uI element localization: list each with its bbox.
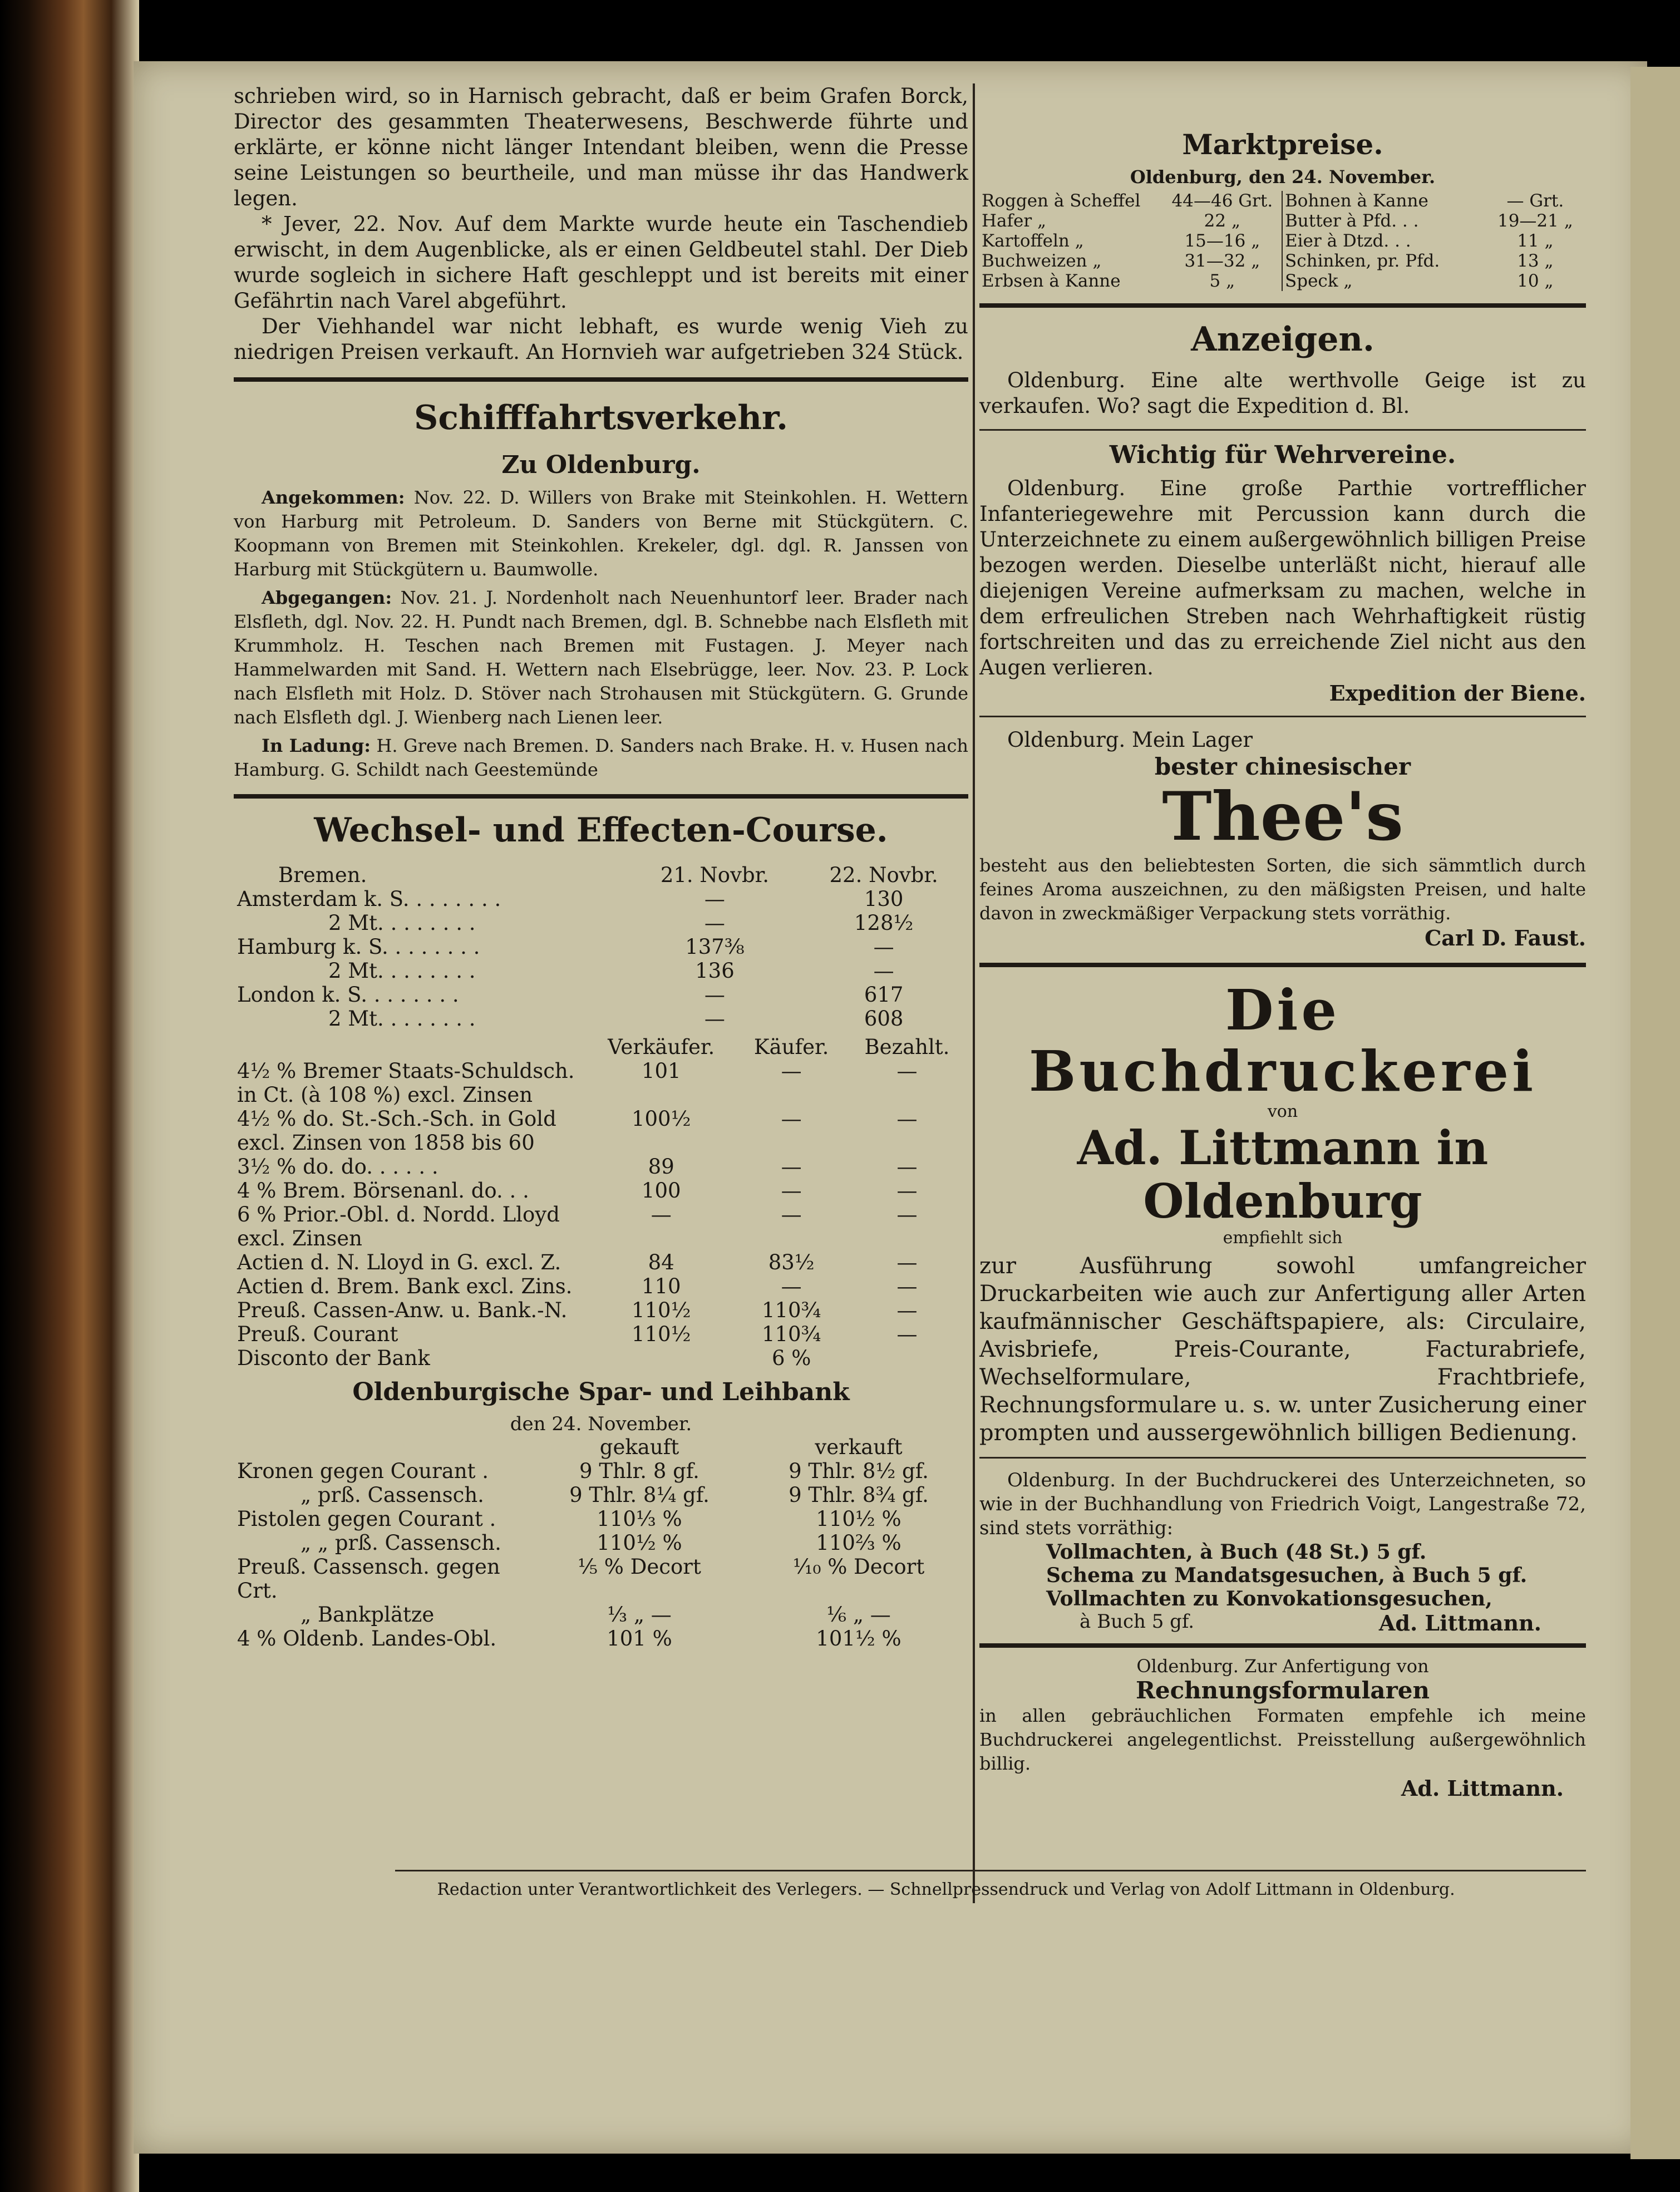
exchange-header bbox=[234, 863, 968, 887]
table-row bbox=[234, 1007, 968, 1031]
table-row bbox=[234, 935, 968, 959]
table-row bbox=[234, 1179, 968, 1203]
table-row bbox=[979, 231, 1282, 251]
table-cell: — bbox=[896, 1203, 918, 1226]
market-table-left bbox=[979, 191, 1283, 291]
arrived-text: Nov. 22. D. Willers von Brake mit Steinkohlen. H. Wettern von Harburg mit Petroleum. D. Sanders von Berne mit Stückgütern. C. Koopmann von Bremen mit Steinkohlen. Krekeler, dgl. dgl. R. Janssen von Harburg mit Stückgütern u. Baumwolle. bbox=[234, 487, 969, 580]
table-cell: verkauft bbox=[815, 1435, 903, 1459]
table-row bbox=[234, 887, 968, 911]
table-cell: — bbox=[781, 1203, 802, 1226]
table-row bbox=[979, 251, 1282, 271]
table-cell: 110½ bbox=[631, 1298, 691, 1322]
shipping-subtitle: Zu Oldenburg. bbox=[501, 451, 701, 479]
table-cell: — bbox=[873, 935, 894, 959]
vollmachten-signature: Ad. Littmann. bbox=[1378, 1610, 1541, 1636]
table-cell: 89 bbox=[648, 1155, 674, 1179]
table-cell: 137⅜ bbox=[685, 935, 745, 959]
arrived-label: Angekommen: bbox=[262, 487, 405, 508]
exchange-header-cell: 21. Novbr. bbox=[660, 863, 770, 887]
druckerei-von: von bbox=[1267, 1102, 1298, 1121]
next-page-edge bbox=[1630, 67, 1680, 2159]
table-row bbox=[1283, 231, 1586, 251]
exchange-header-cell: 22. Novbr. bbox=[829, 863, 938, 887]
table-cell: Pistolen gegen Courant . bbox=[237, 1507, 496, 1531]
table-cell bbox=[846, 1346, 968, 1370]
table-cell: Bezahlt. bbox=[864, 1035, 950, 1059]
intro-text: schrieben wird, so in Harnisch gebracht, daß er beim Grafen Borck, Director des gesammten Theaterwesens, Beschwerde führte und erklärte, er könne nicht länger Intendant bleiben, wenn die Presse seine Leistungen so beurtheile, und man müsse ihr das Handwerk legen. bbox=[234, 84, 968, 210]
table-row bbox=[234, 1155, 968, 1179]
market-title: Marktpreise. bbox=[1182, 128, 1383, 161]
exchange-table bbox=[234, 863, 968, 1031]
table-row bbox=[234, 1059, 968, 1107]
rechnung-title: Rechnungsformularen bbox=[1135, 1677, 1430, 1704]
wehr-text: Oldenburg. Eine große Parthie vortrefflicher Infanteriegewehre mit Percussion kann durch die Unterzeichnete zu einem außergewöhnlich billigen Preise bezogen werden. Dieselbe unterläßt nicht, hierauf alle diejenigen Vereine aufmerksam zu machen, welche in dem erfreulichen Streben nach Wehrhaftigkeit rüstig fortschreiten und das zu erreichende Ziel nicht aus den Augen verlieren. bbox=[979, 476, 1586, 679]
table-cell: ⅙ „ — bbox=[826, 1603, 891, 1627]
table-cell: 2 Mt. . . . . . . . bbox=[328, 959, 476, 983]
shipping-title: Schifffahrtsverkehr. bbox=[414, 398, 788, 437]
table-cell: 9 Thlr. 8 gf. bbox=[579, 1459, 699, 1483]
table-cell: ⅓ „ — bbox=[607, 1603, 672, 1627]
table-cell: 2 Mt. . . . . . . . bbox=[328, 911, 476, 935]
exchange-header-cell: Bremen. bbox=[278, 863, 367, 887]
table-row bbox=[234, 1531, 968, 1555]
table-cell: Bohnen à Kanne bbox=[1285, 191, 1428, 211]
vollmachten-item: Vollmachten zu Konvokationsgesuchen, bbox=[1046, 1587, 1492, 1610]
thee-signature: Carl D. Faust. bbox=[1425, 925, 1586, 950]
table-cell: 128½ bbox=[854, 911, 914, 935]
table-cell: 11 „ bbox=[1517, 231, 1554, 251]
table-cell: — bbox=[896, 1298, 918, 1322]
table-row bbox=[234, 1203, 968, 1250]
ads-title: Anzeigen. bbox=[1191, 320, 1374, 359]
table-cell: Käufer. bbox=[753, 1035, 829, 1059]
table-cell: „ „ prß. Cassensch. bbox=[300, 1531, 501, 1555]
book-binding bbox=[0, 0, 139, 2192]
table-cell: Actien d. Brem. Bank excl. Zins. bbox=[237, 1274, 573, 1298]
table-cell: — bbox=[873, 959, 894, 983]
table-cell: — bbox=[651, 1203, 672, 1226]
table-cell: Hafer „ bbox=[982, 211, 1047, 231]
table-cell: 110½ % bbox=[597, 1531, 682, 1555]
table-cell: Roggen à Scheffel bbox=[982, 191, 1141, 211]
bank-header bbox=[234, 1435, 968, 1459]
market-table-right bbox=[1283, 191, 1586, 291]
table-cell: 9 Thlr. 8½ gf. bbox=[789, 1459, 929, 1483]
druckerei-text: zur Ausführung sowohl umfangreicher Druckarbeiten wie auch zur Anfertigung aller Arten kaufmännischer Geschäftspapiere, als: Circulaire, Avisbriefe, Preis-Courante, Facturabriefe, Wechselformulare, Frachtbriefe, Rechnungsformulare u. s. w. unter Zusicherung einer prompten und aussergewöhnlich billigen Bedienung. bbox=[979, 1253, 1586, 1446]
table-cell: 3½ % do. do. . . . . . bbox=[237, 1155, 439, 1179]
table-row bbox=[979, 211, 1282, 231]
table-cell: Verkäufer. bbox=[608, 1035, 715, 1059]
table-cell: — bbox=[704, 1007, 725, 1031]
table-cell: 13 „ bbox=[1517, 251, 1554, 271]
table-cell: — bbox=[896, 1322, 918, 1346]
table-row bbox=[234, 911, 968, 935]
rechnung-text: in allen gebräuchlichen Formaten empfehle ich meine Buchdruckerei angelegentlichst. Preisstellung außergewöhnlich billig. bbox=[979, 1705, 1586, 1774]
table-cell: 22 „ bbox=[1204, 211, 1241, 231]
table-cell: 4 % Oldenb. Landes-Obl. bbox=[237, 1627, 497, 1651]
vollmachten-item: Vollmachten, à Buch (48 St.) 5 gf. bbox=[1046, 1540, 1427, 1564]
thee-text: besteht aus den beliebtesten Sorten, die sich sämmtlich durch feines Aroma auszeichnen, zu den mäßigsten Preisen, und halte davon in zweckmäßiger Verpackung stets vorräthig. bbox=[979, 855, 1586, 924]
table-cell: gekauft bbox=[599, 1435, 679, 1459]
table-cell: Eier à Dtzd. . . bbox=[1285, 231, 1411, 251]
table-cell: 15—16 „ bbox=[1184, 231, 1260, 251]
table-cell: 83½ bbox=[768, 1250, 815, 1274]
table-cell: 110¾ bbox=[761, 1298, 821, 1322]
shipping-arrived bbox=[234, 486, 968, 582]
table-cell: 101 % bbox=[607, 1627, 672, 1651]
table-cell: — bbox=[896, 1274, 918, 1298]
thee-subtitle: bester chinesischer bbox=[1154, 753, 1411, 780]
table-cell: Preuß. Cassen-Anw. u. Bank.-N. bbox=[237, 1298, 568, 1322]
departed-label: Abgegangen: bbox=[262, 587, 392, 608]
loading-text: H. Greve nach Bremen. D. Sanders nach Brake. H. v. Husen nach Hamburg. G. Schildt nach Geestemünde bbox=[234, 735, 969, 780]
table-row bbox=[234, 959, 968, 983]
market-date: Oldenburg, den 24. November. bbox=[1130, 166, 1436, 188]
section-rule bbox=[234, 794, 968, 799]
section-rule bbox=[234, 377, 968, 382]
table-cell: Preuß. Cassensch. gegen Crt. bbox=[237, 1555, 500, 1603]
table-cell: Actien d. N. Lloyd in G. excl. Z. bbox=[237, 1250, 561, 1274]
table-row bbox=[1283, 211, 1586, 231]
table-cell: 110⅔ % bbox=[816, 1531, 901, 1555]
table-cell: „ prß. Cassensch. bbox=[300, 1483, 484, 1507]
table-cell: 19—21 „ bbox=[1497, 211, 1573, 231]
table-cell: 4½ % Bremer Staats-Schuldsch. in Ct. (à 108 %) excl. Zinsen bbox=[237, 1059, 575, 1107]
table-row bbox=[234, 1603, 968, 1627]
table-row bbox=[234, 1107, 968, 1155]
bank-table bbox=[234, 1435, 968, 1651]
table-cell: — bbox=[896, 1107, 918, 1131]
left-column bbox=[234, 83, 968, 1651]
wehr-title: Wichtig für Wehrvereine. bbox=[1109, 441, 1456, 469]
table-cell: — bbox=[781, 1107, 802, 1131]
table-cell: — bbox=[704, 983, 725, 1007]
table-cell: Buchweizen „ bbox=[982, 251, 1102, 271]
shipping-loading bbox=[234, 734, 968, 782]
table-row bbox=[1283, 191, 1586, 211]
table-row bbox=[234, 983, 968, 1007]
table-cell: 130 bbox=[864, 887, 904, 911]
table-cell: ⅕ % Decort bbox=[578, 1555, 701, 1579]
table-row bbox=[234, 1483, 968, 1507]
table-cell: — bbox=[896, 1059, 918, 1083]
right-column bbox=[979, 83, 1586, 1801]
druckerei-name: Ad. Littmann in Oldenburg bbox=[1077, 1120, 1489, 1229]
violin-ad: Oldenburg. Eine alte werthvolle Geige ist zu verkaufen. Wo? sagt die Expedition d. Bl. bbox=[979, 368, 1586, 418]
table-cell: ⅒ % Decort bbox=[792, 1555, 925, 1579]
loading-label: In Ladung: bbox=[262, 735, 371, 756]
table-cell: 9 Thlr. 8¾ gf. bbox=[789, 1483, 929, 1507]
table-cell: 6 % Prior.-Obl. d. Nordd. Lloyd excl. Zinsen bbox=[237, 1203, 560, 1250]
table-row bbox=[234, 1459, 968, 1483]
table-cell: 10 „ bbox=[1517, 271, 1554, 291]
table-row bbox=[1283, 271, 1586, 291]
table-cell: 100½ bbox=[631, 1107, 691, 1131]
vollmachten-footer bbox=[979, 1610, 1586, 1636]
page-footer: Redaction unter Verantwortlichkeit des Verlegers. — Schnellpressendruck und Verlag von Adolf Littmann in Oldenburg. bbox=[437, 1880, 1455, 1899]
table-cell: — Grt. bbox=[1506, 191, 1564, 211]
table-cell: — bbox=[781, 1059, 802, 1083]
thee-headline: Thee's bbox=[1162, 777, 1403, 856]
table-cell: 110½ bbox=[631, 1322, 691, 1346]
vollmachten-item: Schema zu Mandatsgesuchen, à Buch 5 gf. bbox=[1046, 1564, 1528, 1587]
table-cell: 6 % bbox=[771, 1346, 811, 1370]
table-cell: — bbox=[781, 1274, 802, 1298]
table-cell: 84 bbox=[648, 1250, 674, 1274]
section-rule bbox=[979, 303, 1586, 308]
rechnung-lead: Oldenburg. Zur Anfertigung von bbox=[1136, 1656, 1429, 1677]
exchange-title: Wechsel- und Effecten-Course. bbox=[314, 811, 888, 850]
table-cell: Kronen gegen Courant . bbox=[237, 1459, 489, 1483]
table-cell: 617 bbox=[864, 983, 904, 1007]
table-cell: Kartoffeln „ bbox=[982, 231, 1084, 251]
thee-lead: Oldenburg. Mein Lager bbox=[1007, 728, 1253, 752]
table-cell: 5 „ bbox=[1209, 271, 1235, 291]
table-cell: 110½ % bbox=[816, 1507, 901, 1531]
shipping-departed bbox=[234, 586, 968, 730]
table-cell: 110 bbox=[641, 1274, 681, 1298]
securities-table bbox=[234, 1035, 968, 1370]
table-cell: Butter à Pfd. . . bbox=[1285, 211, 1419, 231]
table-cell: „ Bankplätze bbox=[300, 1603, 435, 1627]
table-row bbox=[1283, 251, 1586, 271]
table-cell: 608 bbox=[864, 1007, 904, 1031]
table-cell: 110⅓ % bbox=[597, 1507, 682, 1531]
table-cell: 101½ % bbox=[816, 1627, 901, 1651]
table-cell: Hamburg k. S. . . . . . . . bbox=[237, 935, 480, 959]
table-row bbox=[234, 1274, 968, 1298]
table-row bbox=[234, 1627, 968, 1651]
table-cell: Preuß. Courant bbox=[237, 1322, 398, 1346]
table-cell: — bbox=[896, 1155, 918, 1179]
market-tables bbox=[979, 191, 1586, 291]
table-row bbox=[979, 271, 1282, 291]
table-cell: 2 Mt. . . . . . . . bbox=[328, 1007, 476, 1031]
vollmachten-text: Oldenburg. In der Buchdruckerei des Unterzeichneten, so wie in der Buchhandlung von Friedrich Voigt, Langestraße 72, sind stets vorräthig: bbox=[979, 1469, 1586, 1539]
section-rule bbox=[979, 963, 1586, 967]
druckerei-empfiehlt: empfiehlt sich bbox=[1223, 1228, 1343, 1248]
table-cell: 110¾ bbox=[761, 1322, 821, 1346]
rechnung-signature: Ad. Littmann. bbox=[1401, 1776, 1564, 1801]
table-row bbox=[234, 1555, 968, 1603]
table-row bbox=[979, 191, 1282, 211]
table-cell: — bbox=[896, 1250, 918, 1274]
table-cell: 136 bbox=[695, 959, 735, 983]
table-row bbox=[234, 1298, 968, 1322]
table-cell: Speck „ bbox=[1285, 271, 1353, 291]
table-row bbox=[234, 1322, 968, 1346]
vollmachten-price: à Buch 5 gf. bbox=[1080, 1610, 1195, 1633]
table-cell: Amsterdam k. S. . . . . . . . bbox=[237, 887, 501, 911]
table-cell: 31—32 „ bbox=[1184, 251, 1260, 271]
ad-rule bbox=[979, 716, 1586, 717]
table-cell: Disconto der Bank bbox=[237, 1346, 430, 1370]
table-cell: — bbox=[704, 887, 725, 911]
druckerei-title: Die Buchdruckerei bbox=[1028, 977, 1537, 1104]
table-cell: 9 Thlr. 8¼ gf. bbox=[569, 1483, 710, 1507]
table-cell: 101 bbox=[641, 1059, 681, 1083]
table-cell: — bbox=[781, 1155, 802, 1179]
column-divider bbox=[973, 83, 975, 1903]
table-cell: 44—46 Grt. bbox=[1171, 191, 1273, 211]
table-row bbox=[234, 1250, 968, 1274]
table-cell: — bbox=[704, 911, 725, 935]
table-cell bbox=[234, 1035, 585, 1059]
section-rule bbox=[979, 1643, 1586, 1648]
footer-rule bbox=[395, 1870, 1586, 1871]
departed-text: Nov. 21. J. Nordenholt nach Neuenhuntorf leer. Brader nach Elsfleth, dgl. Nov. 22. H. Pundt nach Bremen, dgl. B. Schnebbe nach Elsfleth mit Krummholz. H. Teschen nach Bremen mit Fustagen. J. Meyer nach Hammelwarden mit Sand. H. Wettern nach Elsebrügge, leer. Nov. 23. P. Lock nach Elsfleth mit Holz. D. Stöver nach Strohausen mit Stückgütern. G. Grunde nach Elsfleth dgl. J. Wienberg nach Lienen leer. bbox=[234, 587, 969, 728]
table-cell bbox=[234, 1435, 530, 1459]
securities-header bbox=[234, 1035, 968, 1059]
jever-news: * Jever, 22. Nov. Auf dem Markte wurde heute ein Taschendieb erwischt, in dem Augenblicke, als er einen Geldbeutel stahl. Der Dieb wurde sogleich in sichere Haft geschleppt und ist bereits mit einer Gefährtin nach Varel abgeführt. bbox=[234, 212, 968, 313]
table-cell: Erbsen à Kanne bbox=[982, 271, 1121, 291]
ad-rule bbox=[979, 1457, 1586, 1459]
table-cell: London k. S. . . . . . . . bbox=[237, 983, 459, 1007]
ad-rule bbox=[979, 429, 1586, 431]
table-cell bbox=[585, 1346, 737, 1370]
table-cell: 4 % Brem. Börsenanl. do. . . bbox=[237, 1179, 529, 1203]
table-row bbox=[234, 1346, 968, 1370]
bank-title: Oldenburgische Spar- und Leihbank bbox=[352, 1378, 850, 1406]
viehhandel-news: Der Viehhandel war nicht lebhaft, es wurde wenig Vieh zu niedrigen Preisen verkauft. An Hornvieh war aufgetrieben 324 Stück. bbox=[234, 314, 968, 364]
table-cell: 4½ % do. St.-Sch.-Sch. in Gold excl. Zinsen von 1858 bis 60 bbox=[237, 1107, 556, 1155]
table-cell: — bbox=[781, 1179, 802, 1203]
wehr-signature: Expedition der Biene. bbox=[1329, 681, 1586, 706]
table-cell: Schinken, pr. Pfd. bbox=[1285, 251, 1440, 271]
table-row bbox=[234, 1507, 968, 1531]
table-cell: 100 bbox=[641, 1179, 681, 1203]
bank-date: den 24. November. bbox=[510, 1413, 692, 1435]
table-cell: — bbox=[896, 1179, 918, 1203]
